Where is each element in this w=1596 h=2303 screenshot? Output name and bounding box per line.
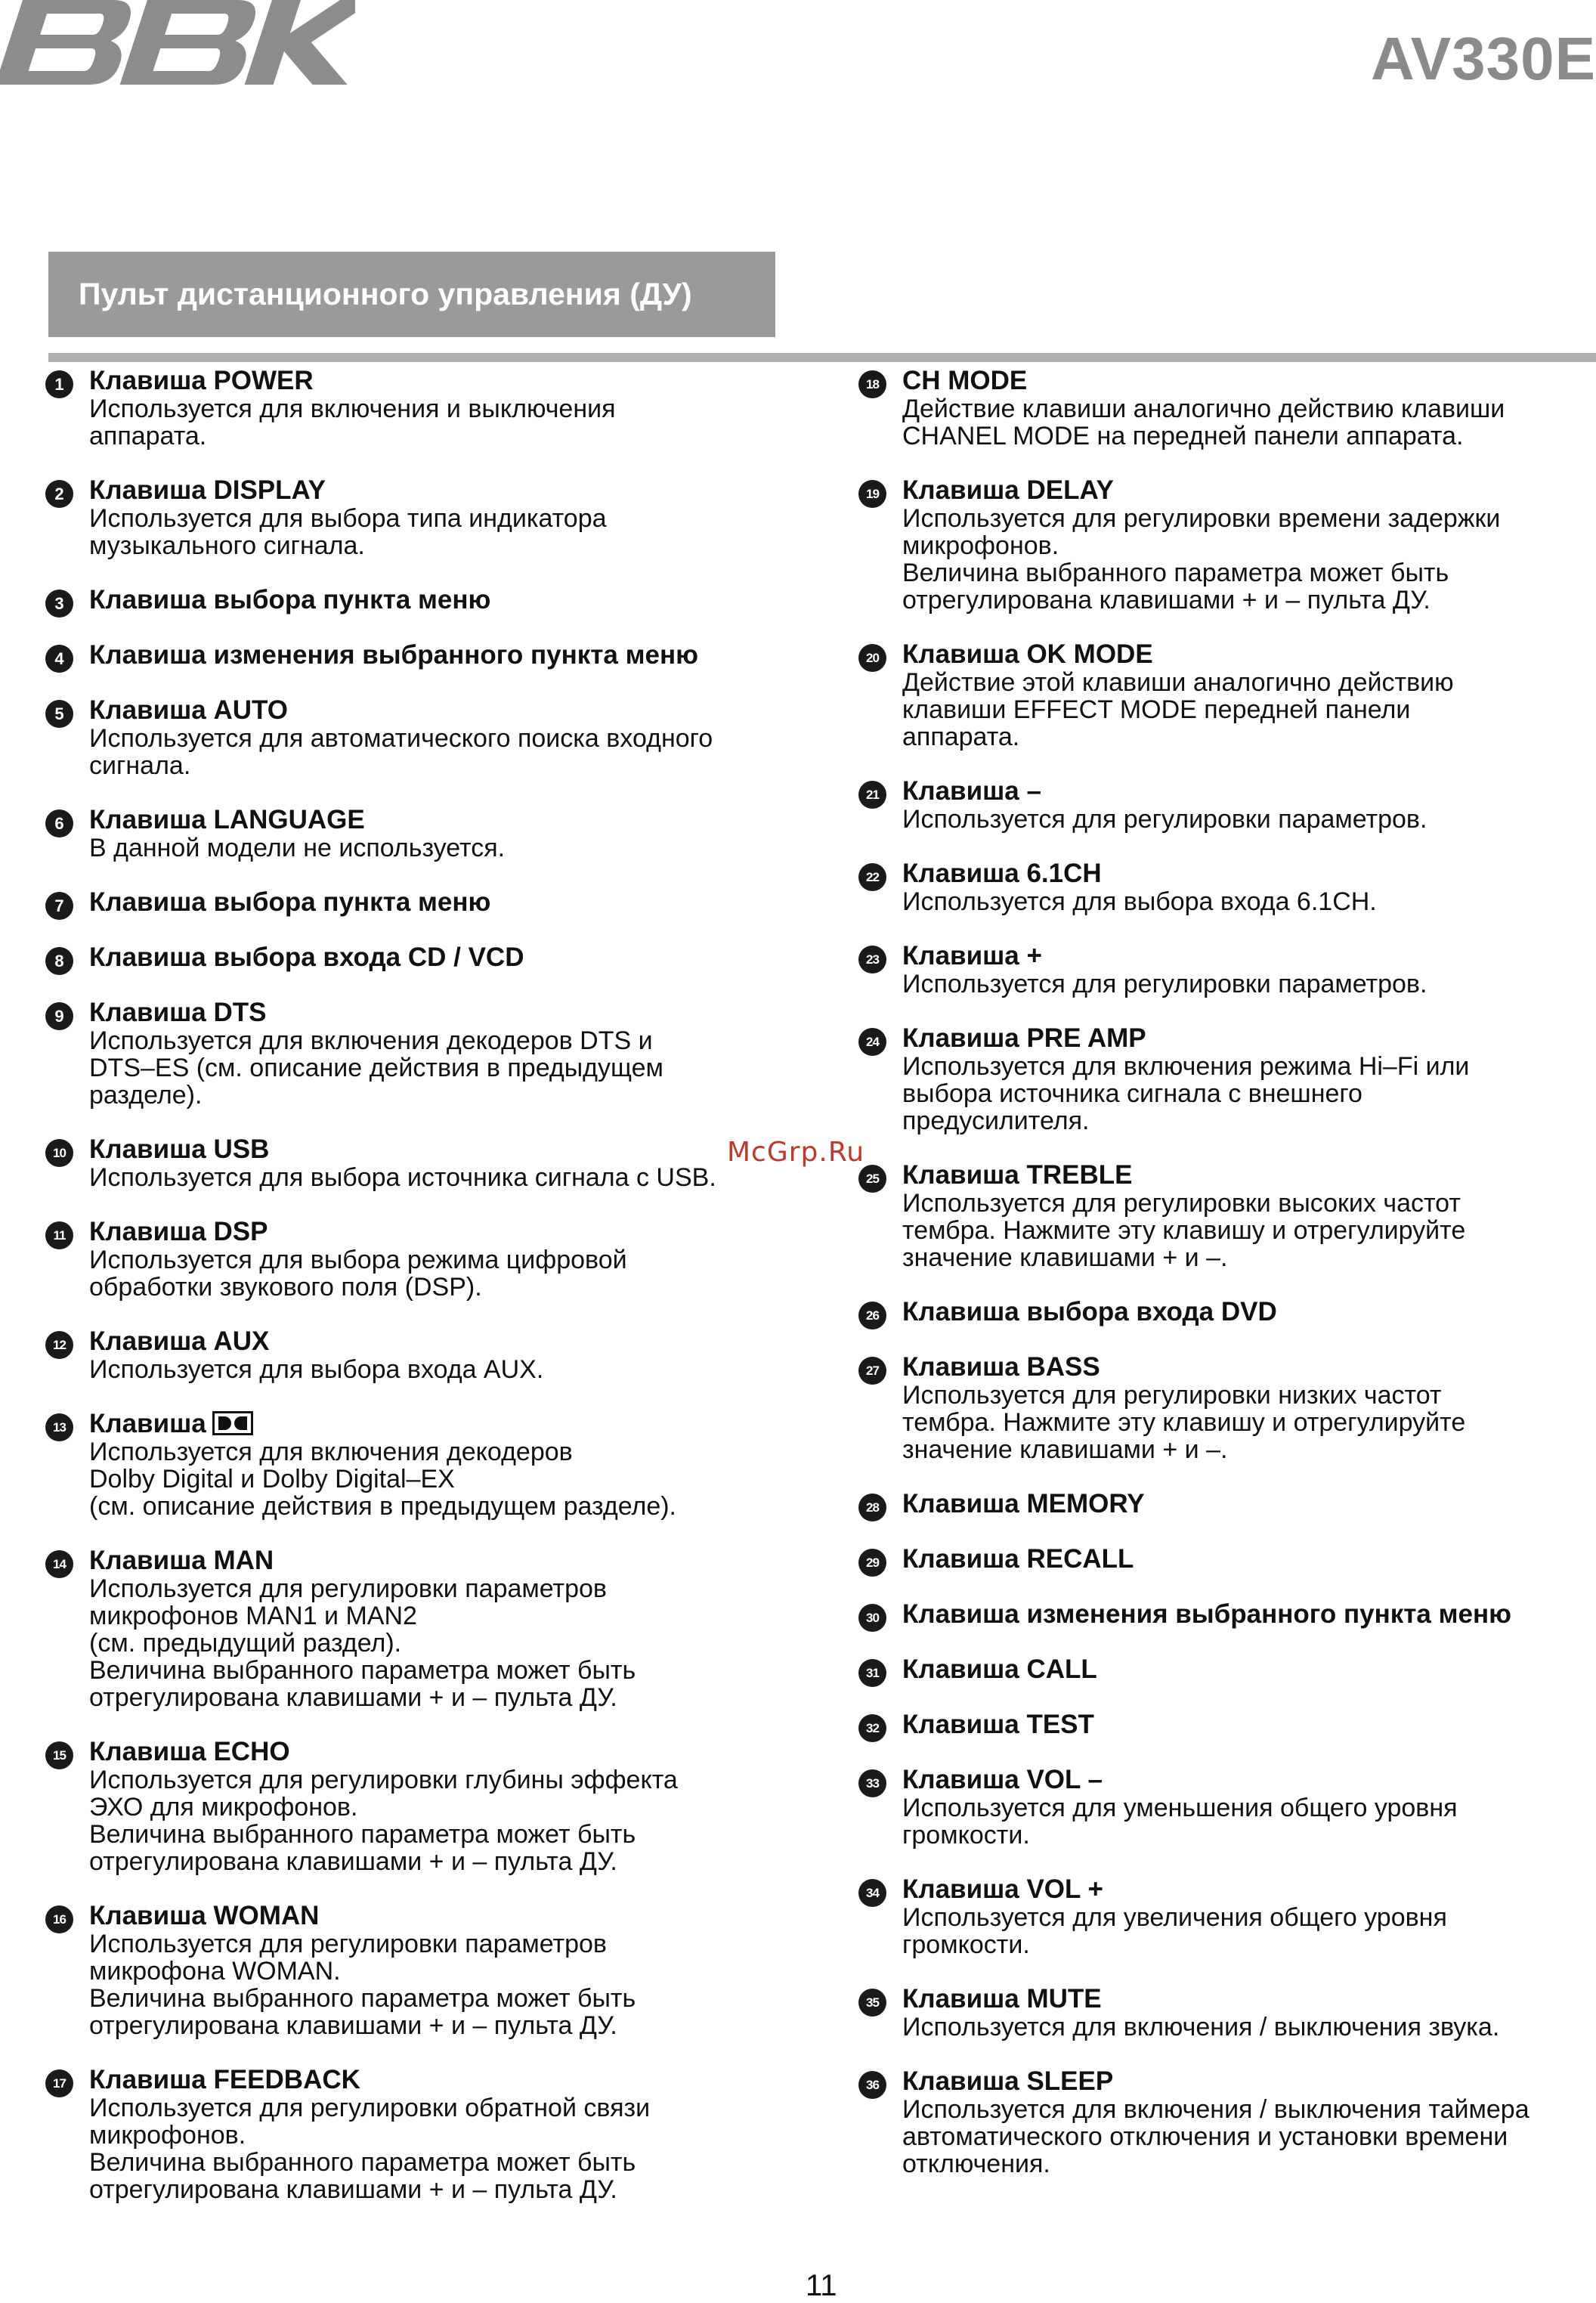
item-title-text: Клавиша MAN bbox=[89, 1546, 274, 1575]
item-description: Используется для включения / выключения таймера автоматического отключения и установки времени отключения. bbox=[902, 2095, 1530, 2178]
item-number-badge: 34 bbox=[858, 1879, 886, 1907]
item-description: Используется для выбора типа индикатора музыкального сигнала. bbox=[89, 504, 607, 560]
item-title-text: CH MODE bbox=[902, 366, 1028, 395]
item-title bbox=[89, 1327, 801, 1356]
list-item bbox=[858, 1655, 1596, 1684]
item-title-text: Клавиша выбора входа CD / VCD bbox=[89, 943, 524, 972]
item-description: Используется для включения и выключения аппарата. bbox=[89, 395, 616, 450]
list-item bbox=[45, 806, 801, 862]
item-title bbox=[902, 476, 1596, 505]
item-description: Используется для выбора входа 6.1CH. bbox=[902, 887, 1377, 916]
list-item bbox=[858, 2067, 1596, 2178]
item-title-text: Клавиша выбора пункта меню bbox=[89, 585, 491, 614]
item-number-badge: 29 bbox=[858, 1549, 886, 1577]
list-item bbox=[858, 367, 1596, 450]
item-number-badge: 17 bbox=[45, 2069, 73, 2097]
list-item bbox=[45, 1218, 801, 1301]
list-item bbox=[858, 1545, 1596, 1574]
dolby-double-d-icon bbox=[212, 1411, 253, 1435]
list-item bbox=[858, 859, 1596, 915]
item-title bbox=[902, 859, 1596, 888]
item-description: Действие клавиши аналогично действию клавиши CHANEL MODE на передней панели аппарата. bbox=[902, 395, 1505, 450]
item-number-badge: 14 bbox=[45, 1550, 73, 1578]
item-description: Используется для регулировки параметров микрофона WOMAN. Величина выбранного параметра может быть отрегулирована клавишами + и – пульта ДУ. bbox=[89, 1930, 636, 2040]
list-item bbox=[45, 1546, 801, 1711]
item-title-text: Клавиша DSP bbox=[89, 1217, 268, 1246]
item-title bbox=[902, 1298, 1596, 1326]
item-title-text: Клавиша FEEDBACK bbox=[89, 2065, 360, 2094]
item-number-badge: 7 bbox=[45, 892, 73, 920]
item-description: В данной модели не используется. bbox=[89, 834, 506, 862]
item-title-text: Клавиша PRE AMP bbox=[902, 1023, 1146, 1053]
list-item bbox=[858, 640, 1596, 751]
item-number-badge: 4 bbox=[45, 645, 73, 673]
item-title bbox=[89, 367, 801, 395]
item-title-text: Клавиша MUTE bbox=[902, 1984, 1102, 2014]
item-number-badge: 10 bbox=[45, 1139, 73, 1167]
item-title bbox=[89, 998, 801, 1027]
section-rule bbox=[48, 353, 1596, 362]
item-description: Используется для регулировки времени задержки микрофонов. Величина выбранного параметра может быть отрегулирована клавишами + и – пульта ДУ. bbox=[902, 504, 1501, 614]
item-title bbox=[89, 1135, 801, 1164]
item-number-badge: 2 bbox=[45, 480, 73, 508]
list-item bbox=[45, 998, 801, 1109]
item-number-badge: 27 bbox=[858, 1357, 886, 1385]
item-description: Используется для регулировки обратной связи микрофонов. Величина выбранного параметра может быть отрегулирована клавишами + и – пульта ДУ. bbox=[89, 2094, 651, 2204]
left-column bbox=[45, 367, 801, 2230]
item-title bbox=[902, 640, 1596, 669]
item-number-badge: 26 bbox=[858, 1302, 886, 1329]
item-description: Используется для регулировки глубины эффекта ЭХО для микрофонов. Величина выбранного параметра может быть отрегулирована клавишами + и – пульта ДУ. bbox=[89, 1766, 678, 1876]
list-item bbox=[858, 1024, 1596, 1134]
item-number-badge: 18 bbox=[858, 370, 886, 398]
list-item bbox=[858, 777, 1596, 833]
item-number-badge: 35 bbox=[858, 1989, 886, 2017]
item-number-badge: 9 bbox=[45, 1002, 73, 1030]
item-title bbox=[902, 942, 1596, 970]
item-title bbox=[902, 1766, 1596, 1794]
list-item bbox=[45, 2066, 801, 2203]
list-item bbox=[858, 1298, 1596, 1326]
item-number-badge: 3 bbox=[45, 590, 73, 618]
item-title bbox=[902, 1545, 1596, 1574]
item-description: Используется для включения декодеров DTS и DTS–ES (см. описание действия в предыдущем разделе). bbox=[89, 1026, 663, 1110]
item-description: Используется для включения / выключения звука. bbox=[902, 2013, 1500, 2041]
item-title bbox=[89, 696, 801, 725]
item-description: Используется для увеличения общего уровня громкости. bbox=[902, 1903, 1447, 1959]
item-title-text: Клавиша bbox=[89, 1409, 206, 1438]
item-title-text: Клавиша LANGUAGE bbox=[89, 805, 365, 834]
list-item bbox=[45, 1738, 801, 1875]
item-title bbox=[902, 777, 1596, 806]
section-title: Пульт дистанционного управления (ДУ) bbox=[48, 252, 775, 337]
item-number-badge: 30 bbox=[858, 1604, 886, 1632]
item-number-badge: 11 bbox=[45, 1221, 73, 1249]
item-description: Используется для регулировки параметров микрофонов MAN1 и MAN2 (см. предыдущий раздел). Величина выбранного параметра может быть отрегулирована клавишами + и – пульта ДУ. bbox=[89, 1574, 636, 1712]
item-title-text: Клавиша – bbox=[902, 776, 1041, 806]
item-description: Используется для выбора входа AUX. bbox=[89, 1355, 544, 1384]
list-item bbox=[858, 1353, 1596, 1463]
item-number-badge: 28 bbox=[858, 1494, 886, 1521]
item-title bbox=[89, 1738, 801, 1766]
item-title-text: Клавиша AUX bbox=[89, 1326, 270, 1356]
item-number-badge: 32 bbox=[858, 1714, 886, 1742]
item-title-text: Клавиша DELAY bbox=[902, 475, 1114, 505]
item-title-text: Клавиша 6.1CH bbox=[902, 859, 1102, 888]
item-title-text: Клавиша + bbox=[902, 941, 1042, 970]
item-title bbox=[902, 1490, 1596, 1518]
item-title-text: Клавиша VOL + bbox=[902, 1874, 1103, 1904]
watermark: McGrp.Ru bbox=[727, 1137, 865, 1168]
list-item bbox=[45, 367, 801, 450]
item-title-text: Клавиша TREBLE bbox=[902, 1160, 1133, 1190]
item-number-badge: 19 bbox=[858, 480, 886, 508]
item-description: Используется для регулировки высоких частот тембра. Нажмите эту клавишу и отрегулируйте значение клавишами + и –. bbox=[902, 1189, 1466, 1272]
item-description: Используется для уменьшения общего уровня громкости. bbox=[902, 1794, 1458, 1850]
page-number: 11 bbox=[806, 2269, 837, 2302]
item-description: Используется для включения режима Hi–Fi или выбора источника сигнала с внешнего предусилителя. bbox=[902, 1052, 1470, 1135]
list-item bbox=[45, 476, 801, 559]
item-title-text: Клавиша WOMAN bbox=[89, 1901, 320, 1930]
item-title bbox=[89, 476, 801, 505]
item-title bbox=[902, 1161, 1596, 1190]
item-title bbox=[89, 586, 801, 614]
item-title bbox=[89, 641, 801, 670]
item-title-text: Клавиша CALL bbox=[902, 1655, 1097, 1684]
item-description: Используется для включения декодеров Dolby Digital и Dolby Digital–EX (см. описание действия в предыдущем разделе). bbox=[89, 1438, 677, 1521]
item-title-text: Клавиша изменения выбранного пункта меню bbox=[89, 640, 698, 670]
item-number-badge: 22 bbox=[858, 863, 886, 891]
item-title bbox=[89, 1218, 801, 1246]
item-description: Действие этой клавиши аналогично действию клавиши EFFECT MODE передней панели аппарата. bbox=[902, 668, 1454, 751]
item-title-text: Клавиша ECHO bbox=[89, 1737, 290, 1766]
item-title bbox=[902, 1353, 1596, 1382]
list-item bbox=[45, 586, 801, 614]
item-title bbox=[902, 1875, 1596, 1904]
item-number-badge: 8 bbox=[45, 947, 73, 975]
item-title bbox=[902, 2067, 1596, 2096]
item-number-badge: 24 bbox=[858, 1028, 886, 1056]
right-column bbox=[858, 367, 1596, 2204]
item-title-text: Клавиша SLEEP bbox=[902, 2066, 1114, 2096]
list-item bbox=[45, 1410, 801, 1520]
item-title bbox=[89, 1902, 801, 1930]
item-number-badge: 15 bbox=[45, 1741, 73, 1769]
brand-text: BBK bbox=[0, 0, 2, 1]
item-number-badge: 31 bbox=[858, 1659, 886, 1687]
item-number-badge: 36 bbox=[858, 2071, 886, 2099]
item-title-text: Клавиша USB bbox=[89, 1134, 270, 1164]
list-item bbox=[858, 1161, 1596, 1271]
list-item bbox=[45, 641, 801, 670]
item-title-text: Клавиша изменения выбранного пункта меню bbox=[902, 1599, 1511, 1629]
item-title-text: Клавиша POWER bbox=[89, 366, 314, 395]
item-title-text: Клавиша AUTO bbox=[89, 695, 288, 725]
item-number-badge: 13 bbox=[45, 1413, 73, 1441]
item-description: Используется для выбора режима цифровой обработки звукового поля (DSP). bbox=[89, 1246, 627, 1302]
item-title-text: Клавиша MEMORY bbox=[902, 1489, 1145, 1518]
brand-logo bbox=[0, 0, 355, 85]
list-item bbox=[45, 1135, 801, 1191]
item-number-badge: 25 bbox=[858, 1165, 886, 1193]
item-title bbox=[902, 1655, 1596, 1684]
item-title bbox=[902, 1600, 1596, 1629]
item-title-text: Клавиша выбора входа DVD bbox=[902, 1297, 1277, 1326]
item-title-text: Клавиша OK MODE bbox=[902, 639, 1153, 669]
item-number-badge: 16 bbox=[45, 1905, 73, 1933]
list-item bbox=[858, 1985, 1596, 2041]
item-title bbox=[89, 888, 801, 917]
list-item bbox=[45, 1902, 801, 2039]
item-description: Используется для автоматического поиска входного сигнала. bbox=[89, 724, 713, 780]
list-item bbox=[858, 1766, 1596, 1849]
list-item bbox=[858, 476, 1596, 614]
item-title bbox=[89, 1410, 801, 1438]
item-number-badge: 12 bbox=[45, 1331, 73, 1359]
item-description: Используется для выбора источника сигнала с USB. bbox=[89, 1163, 716, 1192]
list-item bbox=[45, 696, 801, 779]
item-number-badge: 20 bbox=[858, 644, 886, 672]
list-item bbox=[45, 943, 801, 972]
item-number-badge: 23 bbox=[858, 946, 886, 974]
item-title bbox=[902, 367, 1596, 395]
item-title bbox=[902, 1024, 1596, 1053]
item-title-text: Клавиша TEST bbox=[902, 1710, 1094, 1739]
list-item bbox=[45, 888, 801, 917]
item-title bbox=[89, 1546, 801, 1575]
item-title bbox=[89, 806, 801, 834]
item-description: Используется для регулировки параметров. bbox=[902, 805, 1427, 834]
item-number-badge: 1 bbox=[45, 370, 73, 398]
item-title bbox=[902, 1710, 1596, 1739]
item-title-text: Клавиша VOL – bbox=[902, 1765, 1103, 1794]
item-title-text: Клавиша выбора пункта меню bbox=[89, 887, 491, 917]
model-name: AV330E bbox=[1370, 25, 1596, 92]
item-title-text: Клавиша BASS bbox=[902, 1352, 1100, 1382]
item-title bbox=[89, 2066, 801, 2094]
item-description: Используется для регулировки низких частот тембра. Нажмите эту клавишу и отрегулируйте значение клавишами + и –. bbox=[902, 1381, 1466, 1464]
item-number-badge: 21 bbox=[858, 781, 886, 809]
item-title-text: Клавиша DISPLAY bbox=[89, 475, 326, 505]
list-item bbox=[858, 1490, 1596, 1518]
item-title-text: Клавиша DTS bbox=[89, 998, 267, 1027]
item-title bbox=[89, 943, 801, 972]
item-number-badge: 33 bbox=[858, 1769, 886, 1797]
item-title bbox=[902, 1985, 1596, 2014]
list-item bbox=[858, 1600, 1596, 1629]
list-item bbox=[858, 1875, 1596, 1958]
item-number-badge: 5 bbox=[45, 700, 73, 728]
item-number-badge: 6 bbox=[45, 809, 73, 837]
list-item bbox=[858, 942, 1596, 998]
item-description: Используется для регулировки параметров. bbox=[902, 970, 1427, 998]
list-item bbox=[858, 1710, 1596, 1739]
item-title-text: Клавиша RECALL bbox=[902, 1544, 1134, 1574]
list-item bbox=[45, 1327, 801, 1383]
